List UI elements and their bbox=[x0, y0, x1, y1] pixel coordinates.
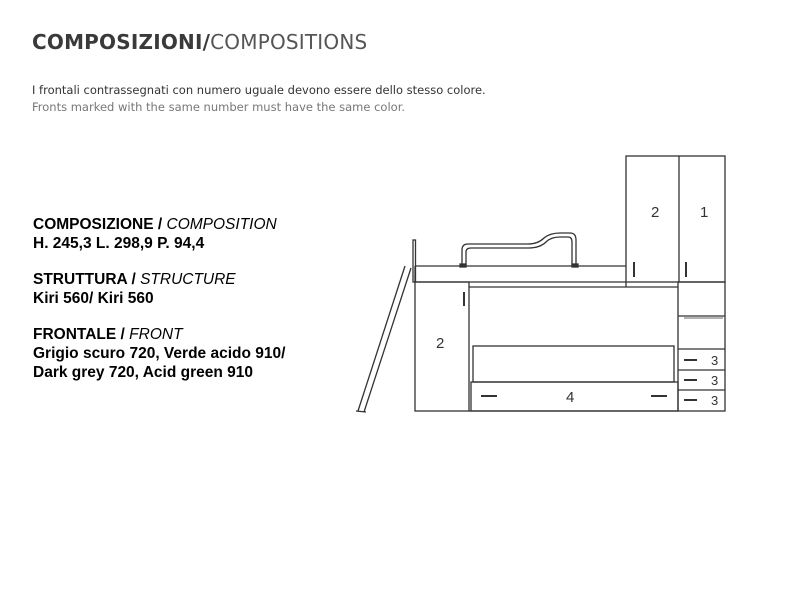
title-italian: COMPOSIZIONI/ bbox=[32, 30, 211, 54]
front-value-line1: Grigio scuro 720, Verde acido 910/ bbox=[33, 345, 286, 362]
composition-label-it: COMPOSIZIONE bbox=[33, 216, 154, 233]
composition-sep: / bbox=[153, 216, 167, 233]
label-drawer-2: 3 bbox=[711, 373, 719, 388]
structure-value: Kiri 560/ Kiri 560 bbox=[33, 290, 154, 307]
structure-label-en: STRUCTURE bbox=[140, 271, 236, 288]
loft-bed bbox=[413, 233, 626, 282]
front-sep: / bbox=[116, 326, 130, 343]
tall-wardrobe bbox=[626, 156, 725, 287]
label-tall-door-left: 2 bbox=[651, 204, 660, 221]
structure-label-it: STRUTTURA bbox=[33, 271, 128, 288]
drawer-column bbox=[678, 282, 725, 411]
note-english: Fronts marked with the same number must have the same color. bbox=[32, 100, 406, 114]
label-cabinet-door: 2 bbox=[436, 335, 445, 352]
composition-label-en: COMPOSITION bbox=[166, 216, 277, 233]
front-label-en: FRONT bbox=[129, 326, 183, 343]
structure-sep: / bbox=[127, 271, 141, 288]
front-label-it: FRONTALE bbox=[33, 326, 117, 343]
label-trundle-drawer: 4 bbox=[566, 389, 575, 406]
composition-dimensions: H. 245,3 L. 298,9 P. 94,4 bbox=[33, 235, 205, 252]
title-english: COMPOSITIONS bbox=[210, 30, 368, 54]
ladder bbox=[356, 266, 411, 412]
label-drawer-3: 3 bbox=[711, 393, 719, 408]
front-value-line2: Dark grey 720, Acid green 910 bbox=[33, 364, 253, 381]
label-tall-door-right: 1 bbox=[700, 204, 709, 221]
label-drawer-1: 3 bbox=[711, 353, 719, 368]
note-italian: I frontali contrassegnati con numero uguale devono essere dello stesso colore. bbox=[32, 83, 486, 97]
